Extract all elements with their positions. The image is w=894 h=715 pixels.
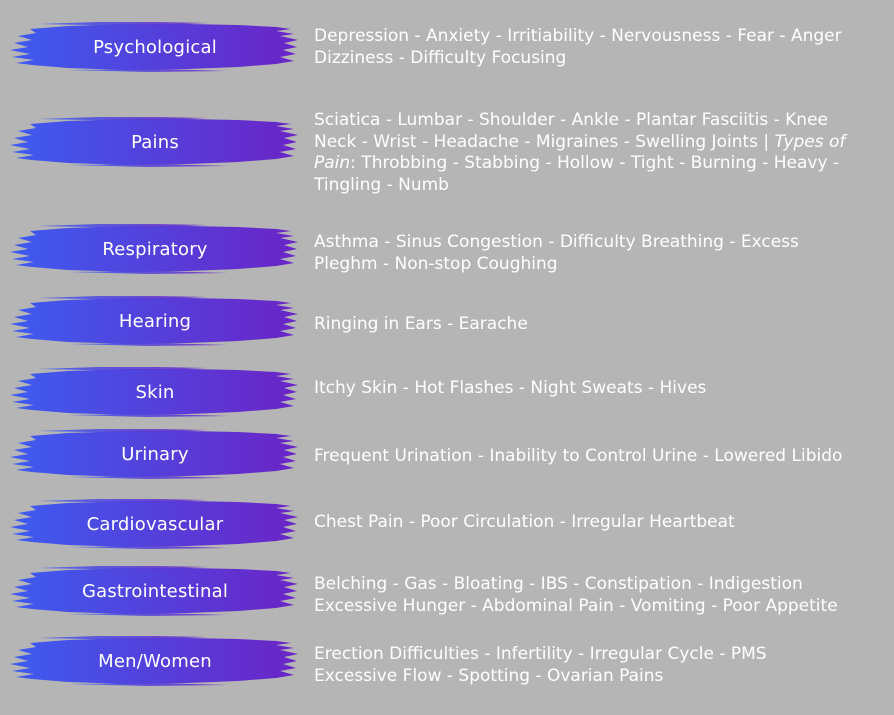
brush-label-gastrointestinal: [8, 564, 302, 618]
category-description: [314, 378, 884, 400]
category-label: Respiratory: [102, 238, 208, 260]
brush-label-urinary: [8, 427, 302, 481]
category-label: Psychological: [93, 36, 217, 58]
category-description: [314, 314, 884, 336]
description-line: [314, 153, 884, 175]
description-line: Excessive Flow - Spotting - Ovarian Pains: [314, 665, 664, 686]
description-line: Erection Difficulties - Infertility - Irregular Cycle - PMS: [314, 644, 767, 664]
types-of-pain-italic: Pain: [314, 153, 351, 173]
description-line: Tingling - Numb: [314, 174, 449, 195]
category-description: [314, 26, 884, 69]
category-description: [314, 512, 884, 534]
description-text: : Throbbing - Stabbing - Hollow - Tight - Burning - Heavy -: [350, 153, 840, 173]
description-line: Dizziness - Difficulty Focusing: [314, 47, 567, 68]
category-label: Hearing: [118, 310, 192, 332]
description-line: Excessive Hunger - Abdominal Pain - Vomiting - Poor Appetite: [314, 595, 838, 616]
category-description: [314, 232, 884, 275]
brush-label-men-women: [8, 634, 302, 688]
description-line: Chest Pain - Poor Circulation - Irregular Heartbeat: [314, 512, 735, 532]
category-label: Pains: [131, 131, 179, 153]
brush-label-pains: [8, 115, 302, 169]
brush-label-respiratory: [8, 222, 302, 276]
category-description: [314, 574, 884, 617]
category-description: [314, 446, 884, 468]
description-line: Belching - Gas - Bloating - IBS - Constipation - Indigestion: [314, 574, 803, 594]
category-label: Skin: [135, 381, 175, 403]
brush-label-hearing: [8, 294, 302, 348]
brush-label-skin: [8, 365, 302, 419]
category-description: [314, 644, 884, 687]
types-of-pain-italic: Types of: [774, 131, 846, 152]
category-label: Urinary: [121, 443, 189, 465]
description-line: Sciatica - Lumbar - Shoulder - Ankle - Plantar Fasciitis - Knee: [314, 110, 828, 130]
description-line: Pleghm - Non-stop Coughing: [314, 253, 558, 274]
category-label: Cardiovascular: [86, 513, 224, 535]
category-label: Gastrointestinal: [81, 580, 229, 602]
description-line: Depression - Anxiety - Irritiability - Nervousness - Fear - Anger: [314, 26, 842, 46]
brush-label-cardiovascular: [8, 497, 302, 551]
description-line: Frequent Urination - Inability to Control Urine - Lowered Libido: [314, 446, 843, 466]
description-text: Neck - Wrist - Headache - Migraines - Swelling Joints |: [314, 131, 770, 152]
category-description: [314, 110, 884, 196]
brush-label-psychological: [8, 20, 302, 74]
description-line: Itchy Skin - Hot Flashes - Night Sweats - Hives: [314, 378, 707, 398]
description-line: Asthma - Sinus Congestion - Difficulty Breathing - Excess: [314, 232, 799, 252]
category-label: Men/Women: [98, 650, 212, 672]
description-line: Ringing in Ears - Earache: [314, 314, 528, 334]
description-line: [314, 132, 884, 154]
